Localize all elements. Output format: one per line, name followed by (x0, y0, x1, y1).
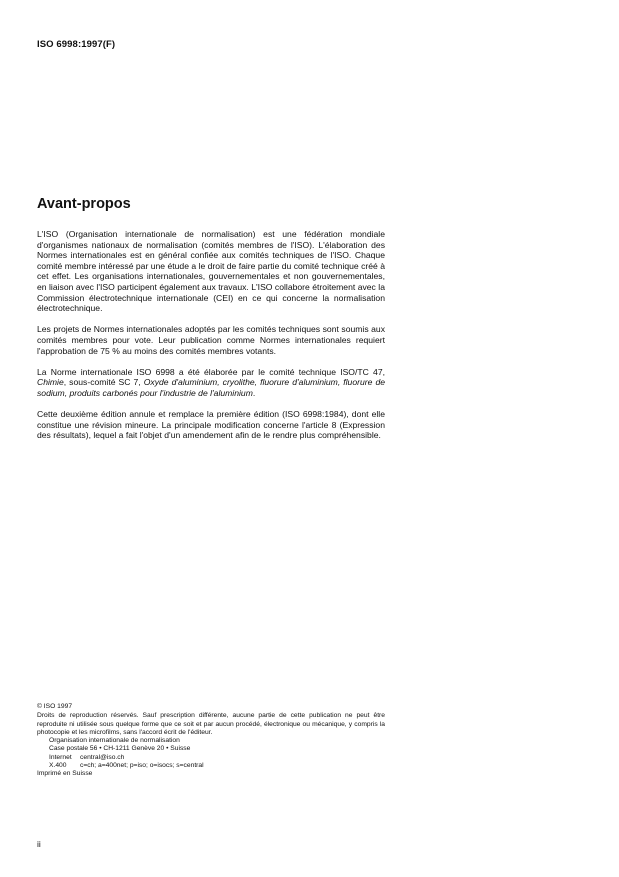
internet-value: central@iso.ch (80, 753, 125, 761)
paragraph-2: Les projets de Normes internationales adoptés par les comités techniques sont soumis aux comités membres pour vote. Leur publication comme Normes internationales requiert l'approbation de 75 % au moins des comités membres votants. (37, 324, 385, 356)
paragraph-3-text-c: , sous-comité SC 7, (63, 377, 144, 388)
section-title: Avant-propos (37, 196, 131, 212)
postal-address: Case postale 56 • CH-1211 Genève 20 • Suisse (49, 745, 191, 753)
printed-in: Imprimé en Suisse (37, 770, 93, 778)
page-number: ii (37, 839, 41, 849)
copyright-block (37, 703, 385, 779)
paragraph-3 (37, 367, 385, 399)
copyright-notice: © ISO 1997 (37, 703, 73, 710)
publisher-address (37, 737, 385, 770)
paragraph-1: L'ISO (Organisation internationale de normalisation) est une fédération mondiale d'organismes nationaux de normalisation (comités membres de l'ISO). L'élaboration des Normes internationales est en général confiée aux comités techniques de l'ISO. Chaque comité membre intéressé par une étude a le droit de faire partie du comité technique créé à cet effet. Les organisations internationales, gouvernementales et non gouvernementales, en liaison avec l'ISO participent également aux travaux. L'ISO collabore étroitement avec la Commission électrotechnique internationale (CEI) en ce qui concerne la normalisation électrotechnique. (37, 229, 385, 314)
paragraph-3-text-e: . (252, 387, 256, 398)
paragraph-4: Cette deuxième édition annule et remplace la première édition (ISO 6998:1984), dont elle constitue une révision mineure. La principale modification concerne l'article 8 (Expression des résultats), lequel a fait l'objet d'un amendement afin de le rendre plus compréhensible. (37, 409, 385, 441)
x400-contact (49, 762, 385, 770)
internet-label: Internet (49, 753, 72, 761)
foreword-body (37, 229, 385, 451)
document-code: ISO 6998:1997(F) (37, 39, 116, 50)
rights-statement: Droits de reproduction réservés. Sauf prescription différente, aucune partie de cette publication ne peut être reproduite ni utilisée sous quelque forme que ce soit et par aucun procédé, électronique ou mécanique, y compris la photocopie et les microfilms, sans l'accord écrit de l'éditeur. (37, 712, 385, 736)
paragraph-3-text-a: La Norme internationale ISO 6998 a été élaborée par le comité technique ISO/TC 47, (37, 366, 385, 377)
committee-name: Chimie (37, 377, 64, 388)
x400-label: X.400 (49, 762, 67, 770)
subcommittee-name: Oxyde d'aluminium, cryolithe, fluorure d'aluminium, fluorure de sodium, produits carbonés pour l'industrie de l'aluminium (37, 377, 386, 398)
internet-contact (49, 754, 385, 762)
x400-value: c=ch; a=400net; p=iso; o=isocs; s=central (80, 762, 204, 770)
publisher-name: Organisation internationale de normalisation (49, 737, 180, 745)
